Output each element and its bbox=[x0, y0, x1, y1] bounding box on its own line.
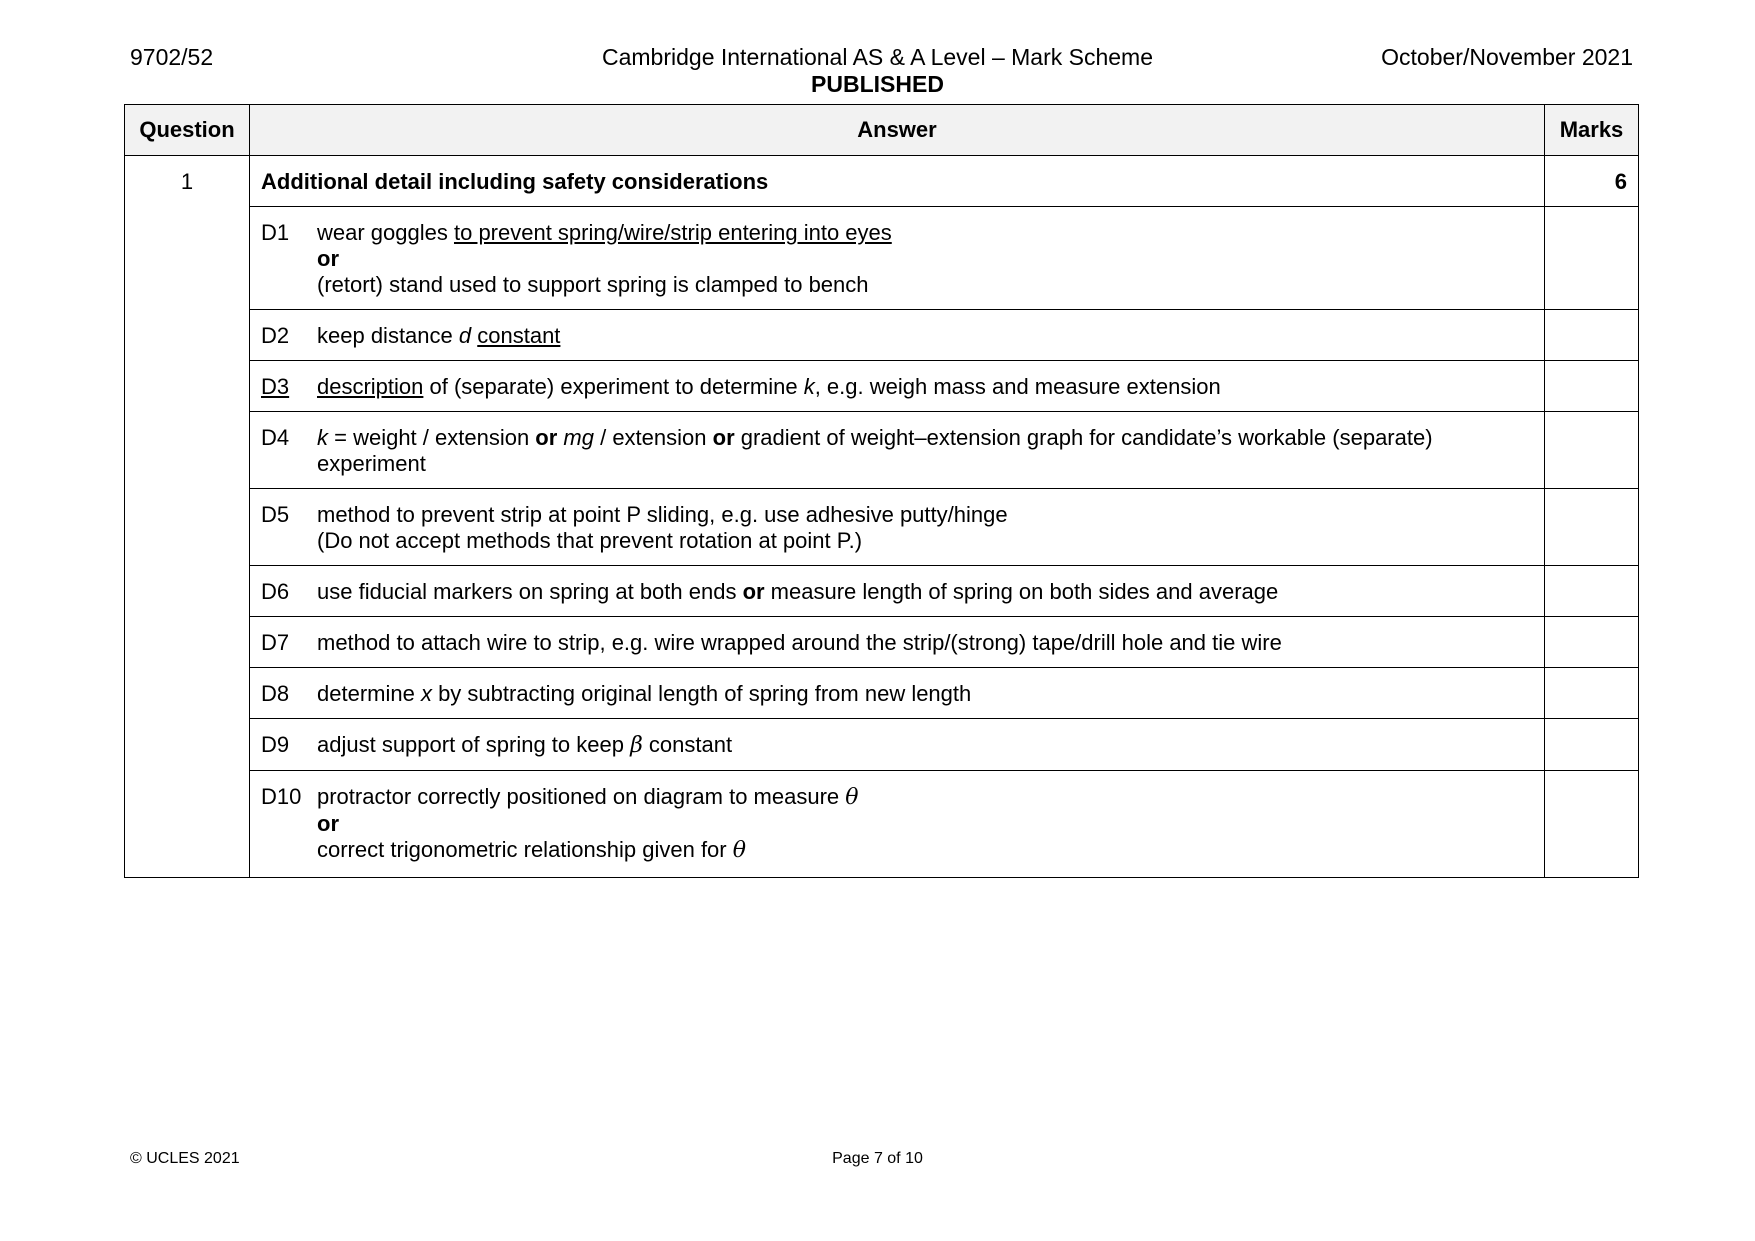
text: , e.g. weigh mass and measure extension bbox=[814, 374, 1221, 399]
answer-d4 bbox=[250, 412, 1545, 489]
point-code: D10 bbox=[261, 784, 302, 809]
question-column-header: Question bbox=[125, 105, 250, 156]
point-text bbox=[317, 681, 1517, 707]
text: (Do not accept methods that prevent rotation at point P.) bbox=[317, 528, 863, 553]
table-header-row bbox=[125, 105, 1639, 156]
marks-cell bbox=[1545, 207, 1639, 310]
mark-scheme-table bbox=[124, 104, 1639, 878]
text: correct trigonometric relationship given for bbox=[317, 837, 733, 862]
marks-cell bbox=[1545, 668, 1639, 719]
answer-d10 bbox=[250, 771, 1545, 878]
point-text bbox=[317, 425, 1517, 477]
answer-column-header: Answer bbox=[250, 105, 1545, 156]
text: protractor correctly positioned on diagram to measure bbox=[317, 784, 846, 809]
text: (retort) stand used to support spring is clamped to bench bbox=[317, 272, 869, 297]
point-code: D4 bbox=[261, 425, 290, 450]
or-text: or bbox=[742, 579, 765, 604]
point-text bbox=[317, 579, 1517, 605]
variable-d: d bbox=[458, 323, 472, 348]
marks-cell bbox=[1545, 719, 1639, 771]
point-text bbox=[317, 502, 1517, 554]
answer-d9 bbox=[250, 719, 1545, 771]
text: constant bbox=[642, 732, 733, 757]
point-text bbox=[317, 220, 1517, 298]
table-row bbox=[125, 719, 1639, 771]
point-text bbox=[317, 323, 1517, 349]
point-code: D5 bbox=[261, 502, 290, 527]
exam-session: October/November 2021 bbox=[1381, 44, 1633, 70]
answer-d7 bbox=[250, 617, 1545, 668]
text: / extension bbox=[593, 425, 713, 450]
point-code: D8 bbox=[261, 681, 290, 706]
marks-cell bbox=[1545, 566, 1639, 617]
marks-cell bbox=[1545, 617, 1639, 668]
table-row bbox=[125, 361, 1639, 412]
text: keep distance bbox=[317, 323, 459, 348]
text: method to prevent strip at point P sliding, e.g. use adhesive putty/hinge bbox=[317, 502, 1008, 527]
symbol-beta: β bbox=[630, 733, 643, 758]
text: wear goggles bbox=[317, 220, 454, 245]
marks-cell bbox=[1545, 361, 1639, 412]
or-text: or bbox=[712, 425, 735, 450]
underlined-text: constant bbox=[477, 323, 561, 348]
text: = weight / extension bbox=[328, 425, 536, 450]
point-code: D7 bbox=[261, 630, 290, 655]
table-row bbox=[125, 771, 1639, 878]
text: use fiducial markers on spring at both ends bbox=[317, 579, 743, 604]
answer-d5 bbox=[250, 489, 1545, 566]
variable-k: k bbox=[803, 374, 815, 399]
point-code: D2 bbox=[261, 323, 290, 348]
answer-d6 bbox=[250, 566, 1545, 617]
marks-cell bbox=[1545, 310, 1639, 361]
table-row bbox=[125, 566, 1639, 617]
variable-x: x bbox=[420, 681, 432, 706]
point-code: D3 bbox=[261, 374, 290, 399]
underlined-text: to prevent spring/wire/strip entering into eyes bbox=[453, 220, 892, 245]
point-text bbox=[317, 732, 1517, 759]
text: of (separate) experiment to determine bbox=[423, 374, 804, 399]
table-row bbox=[125, 412, 1639, 489]
point-text bbox=[317, 374, 1517, 400]
point-code: D6 bbox=[261, 579, 290, 604]
question-number: 1 bbox=[125, 156, 250, 878]
marks-column-header: Marks bbox=[1545, 105, 1639, 156]
symbol-theta: θ bbox=[732, 838, 746, 863]
table-row bbox=[125, 489, 1639, 566]
point-text bbox=[317, 784, 1517, 864]
or-text: or bbox=[535, 425, 558, 450]
table-row bbox=[125, 310, 1639, 361]
text: gradient of weight–extension graph for candidate’s workable (separate) experiment bbox=[317, 425, 1433, 476]
section-title: Additional detail including safety considerations bbox=[250, 156, 1545, 207]
or-text: or bbox=[317, 246, 339, 271]
marks-cell bbox=[1545, 489, 1639, 566]
answer-d8 bbox=[250, 668, 1545, 719]
table-row bbox=[125, 207, 1639, 310]
text: by subtracting original length of spring from new length bbox=[431, 681, 972, 706]
published-label: PUBLISHED bbox=[811, 71, 944, 97]
copyright: © UCLES 2021 bbox=[130, 1150, 240, 1167]
paper-code: 9702/52 bbox=[130, 44, 214, 70]
page-number: Page 7 of 10 bbox=[832, 1150, 923, 1167]
or-text: or bbox=[317, 811, 339, 836]
text: adjust support of spring to keep bbox=[317, 732, 631, 757]
section-marks: 6 bbox=[1545, 156, 1639, 207]
point-text: method to attach wire to strip, e.g. wire wrapped around the strip/(strong) tape/drill hole and tie wire bbox=[317, 630, 1282, 655]
answer-d2 bbox=[250, 310, 1545, 361]
answer-d1 bbox=[250, 207, 1545, 310]
table-row bbox=[125, 668, 1639, 719]
answer-d3 bbox=[250, 361, 1545, 412]
table-row bbox=[125, 617, 1639, 668]
point-code: D1 bbox=[261, 220, 290, 245]
variable-k: k bbox=[317, 425, 328, 450]
text: determine bbox=[317, 681, 421, 706]
document-title: Cambridge International AS & A Level – Mark Scheme bbox=[601, 44, 1154, 70]
underlined-text: description bbox=[317, 374, 424, 399]
marks-cell bbox=[1545, 771, 1639, 878]
marks-cell bbox=[1545, 412, 1639, 489]
variable-mg: mg bbox=[563, 425, 594, 450]
table-row bbox=[125, 156, 1639, 207]
text: measure length of spring on both sides and average bbox=[764, 579, 1279, 604]
symbol-theta: θ bbox=[845, 785, 859, 810]
point-code: D9 bbox=[261, 732, 290, 757]
